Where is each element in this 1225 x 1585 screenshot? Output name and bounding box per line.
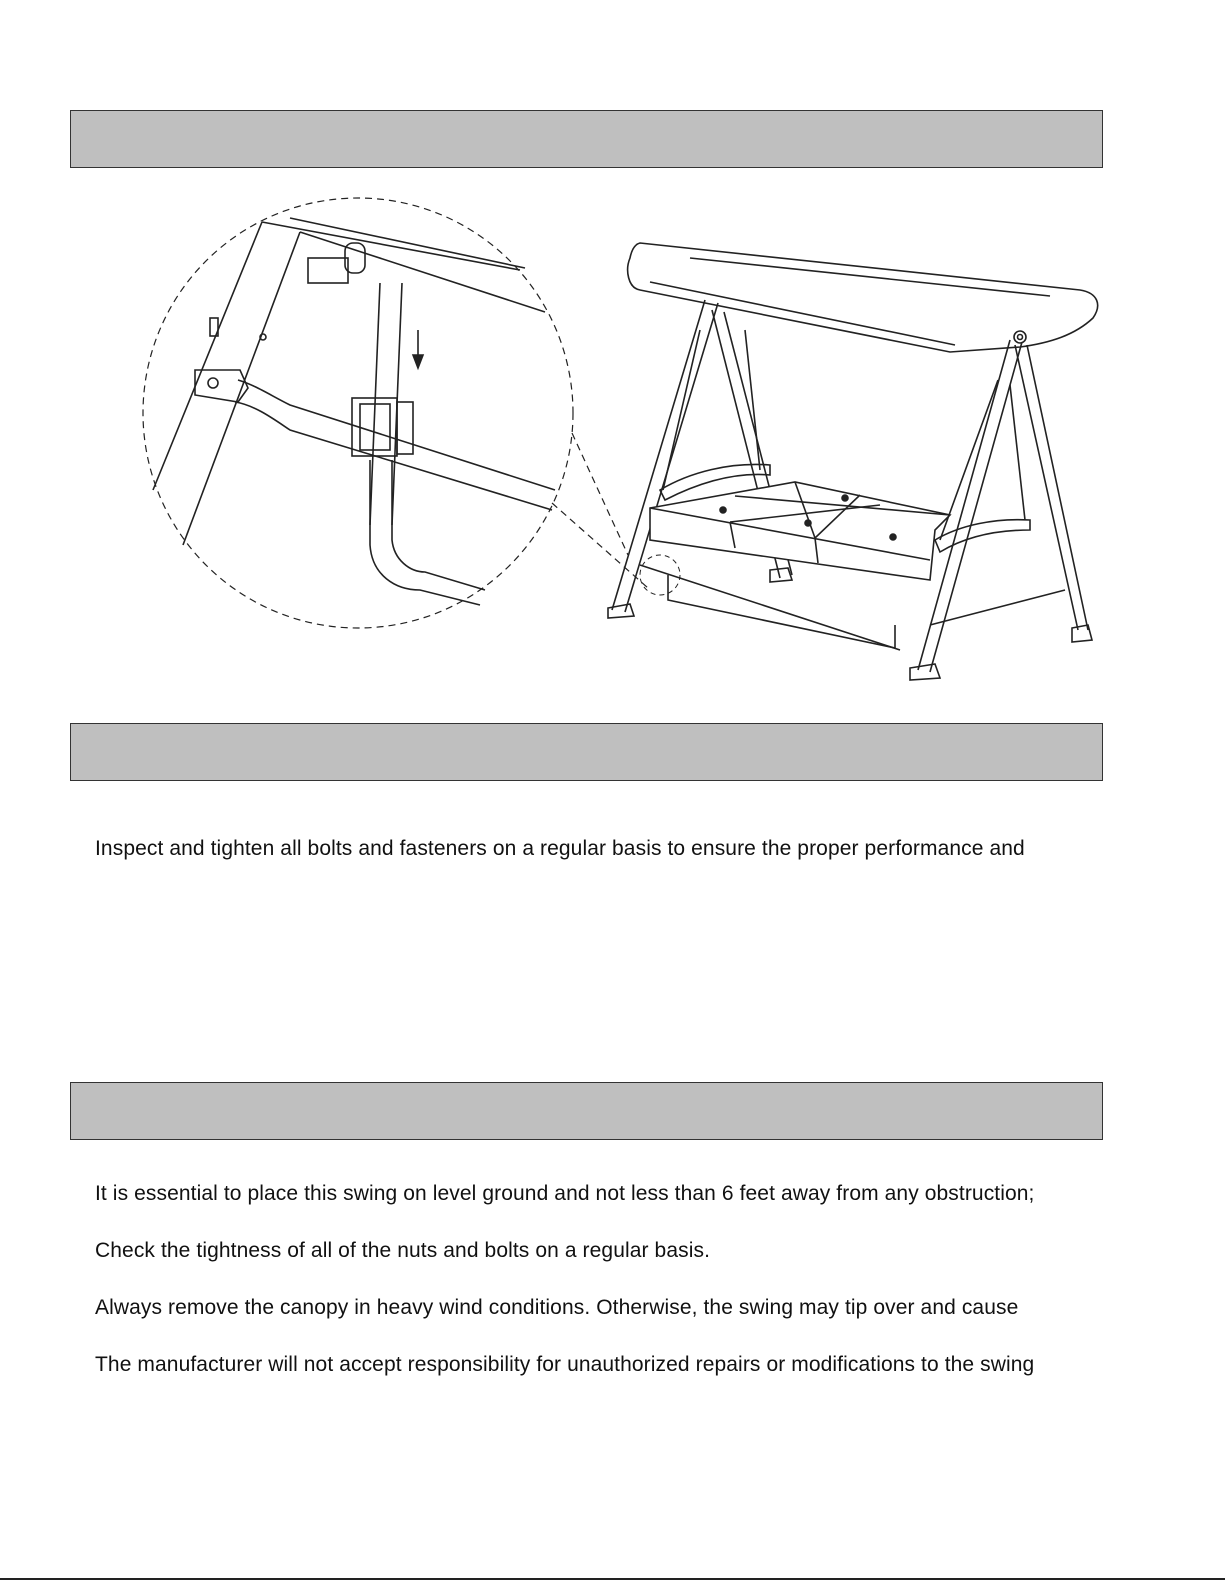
- section-header-bar-1: [70, 110, 1103, 168]
- safety-item-4: The manufacturer will not accept responsibility for unauthorized repairs or modifications to the swing: [95, 1353, 1035, 1376]
- maintenance-text: Inspect and tighten all bolts and fasteners on a regular basis to ensure the proper performance and: [95, 837, 1025, 860]
- assembly-illustration: [0, 180, 1225, 700]
- section-header-bar-3: [70, 1082, 1103, 1140]
- canopy-swing-assembly-icon: [608, 243, 1098, 680]
- safety-item-2: Check the tightness of all of the nuts and bolts on a regular basis.: [95, 1239, 710, 1262]
- section-header-bar-2: [70, 723, 1103, 781]
- page-bottom-rule: [0, 1578, 1225, 1580]
- safety-item-3: Always remove the canopy in heavy wind conditions. Otherwise, the swing may tip over and cause: [95, 1296, 1019, 1319]
- bracket-detail-magnified-icon: [143, 198, 648, 628]
- safety-item-1: It is essential to place this swing on level ground and not less than 6 feet away from any obstruction;: [95, 1182, 1035, 1205]
